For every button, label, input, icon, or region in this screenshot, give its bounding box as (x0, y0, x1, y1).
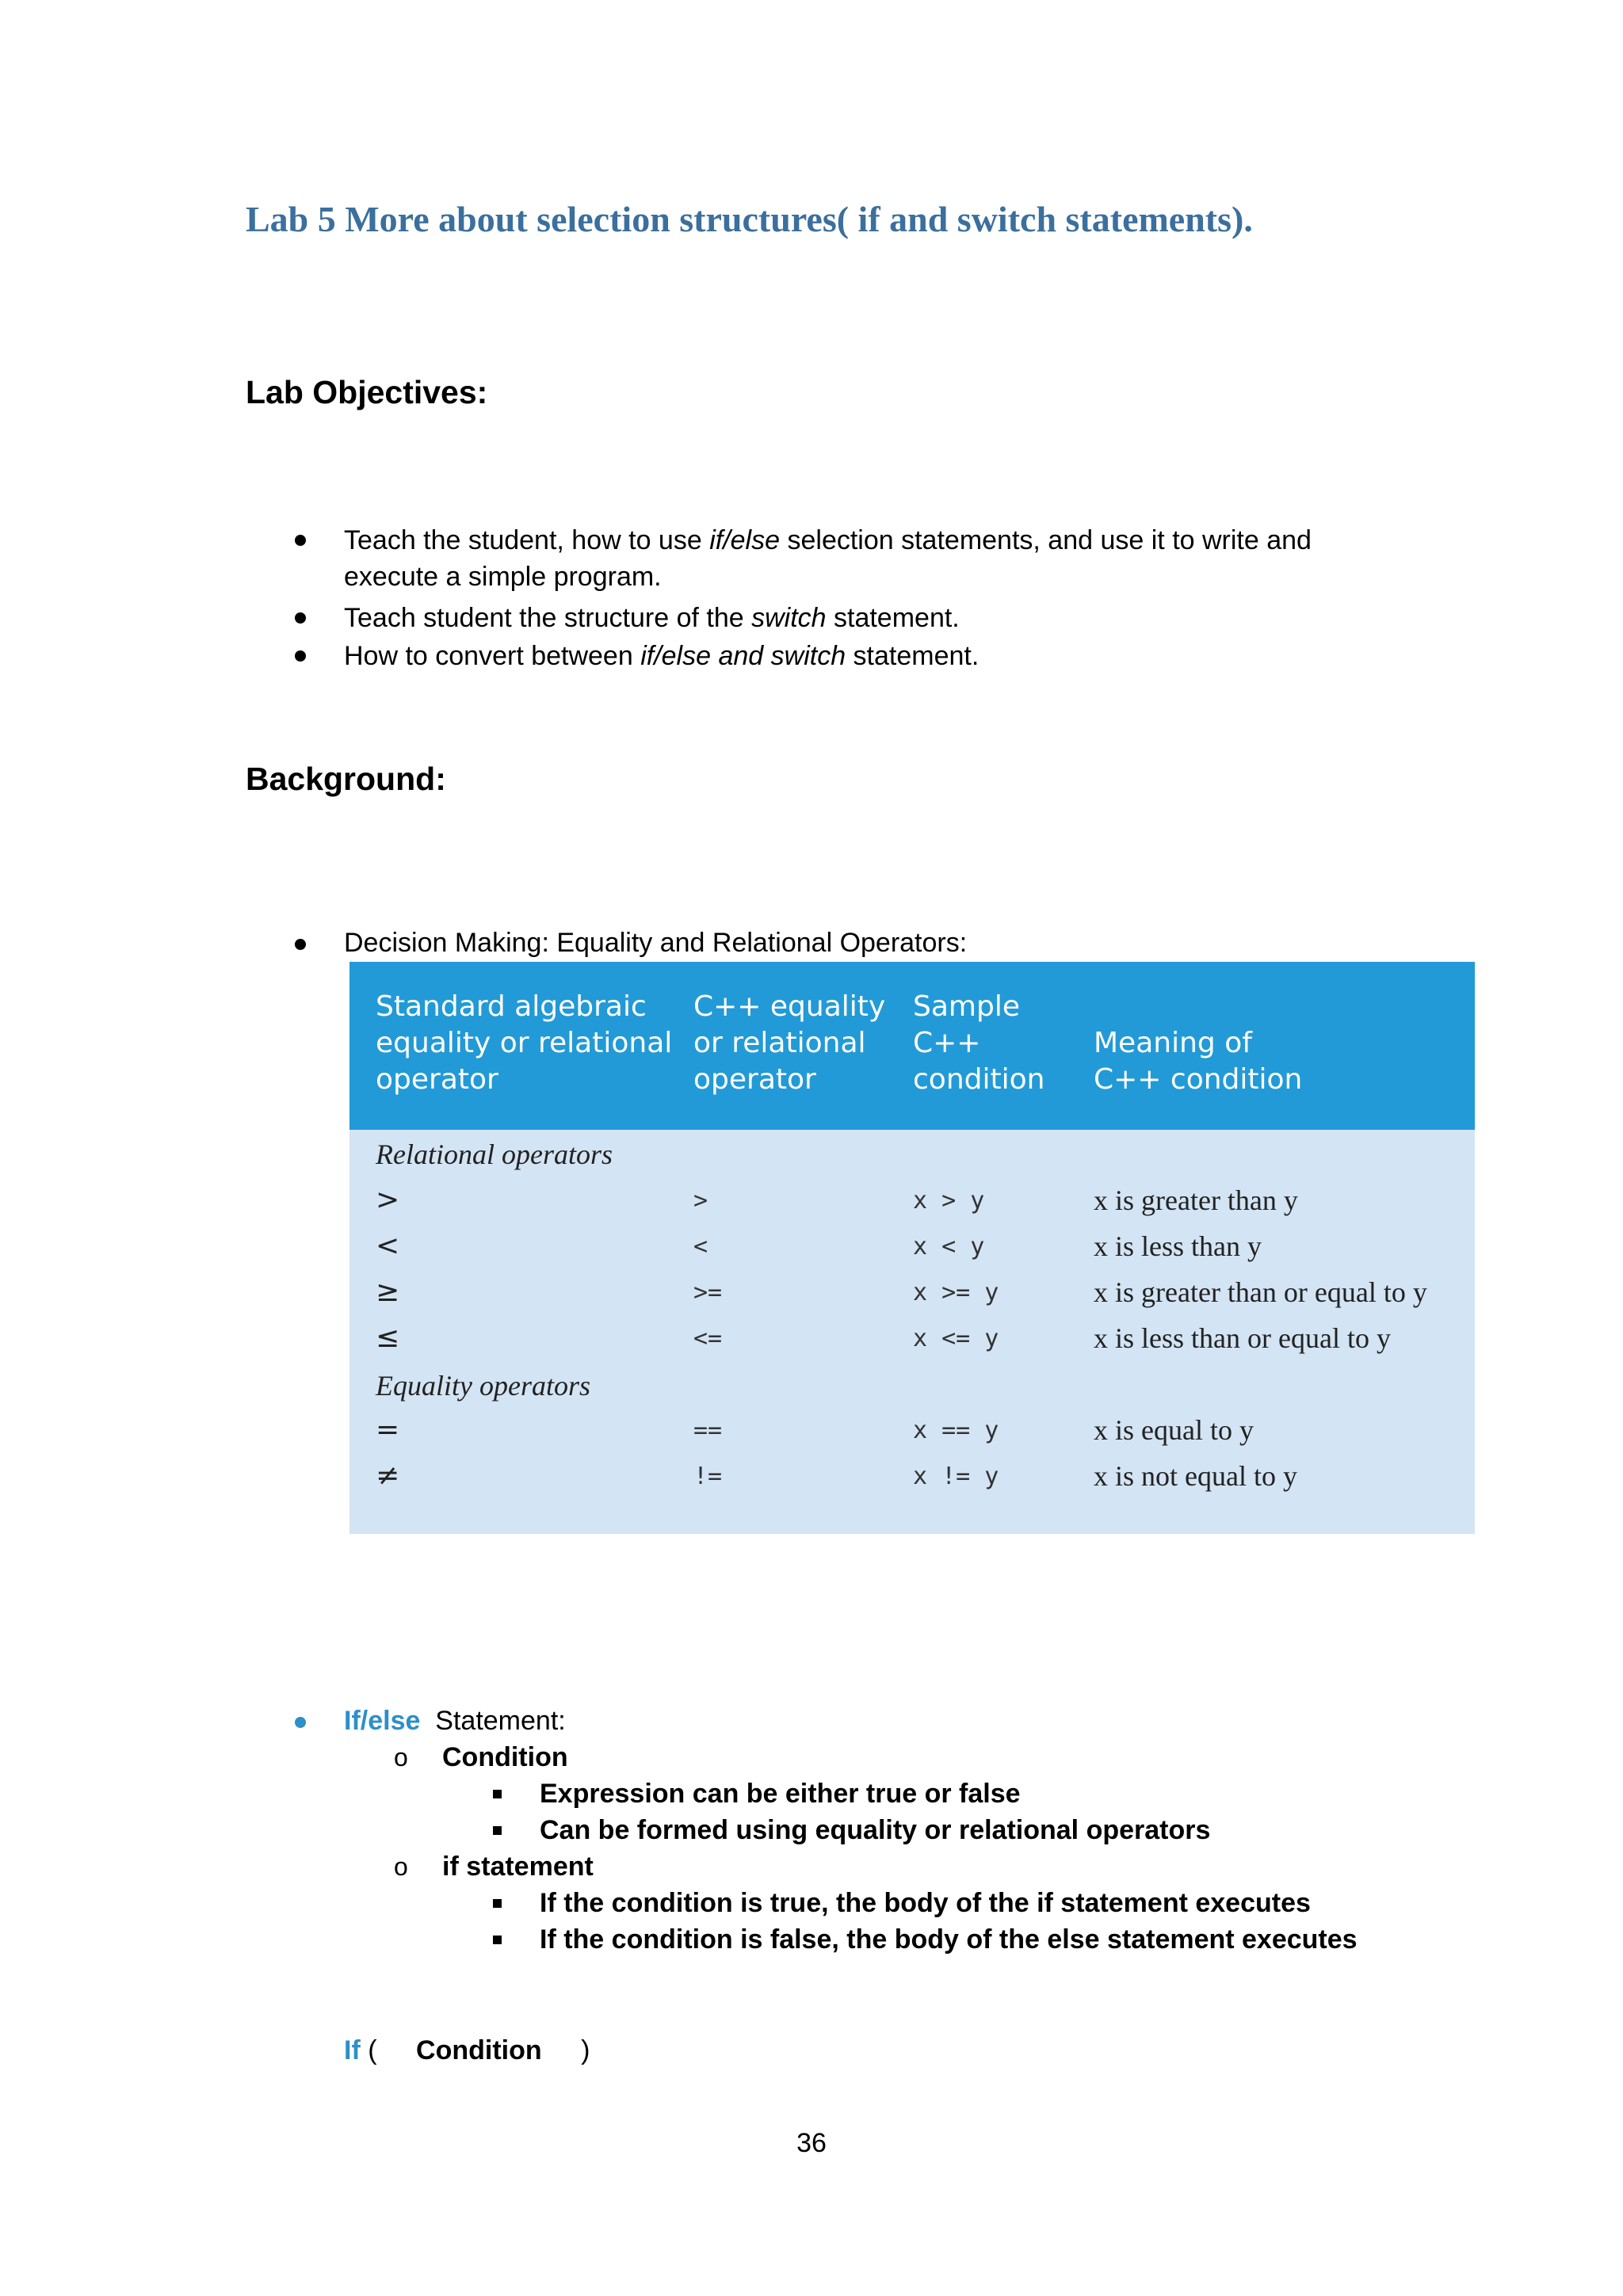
cell-algebraic: > (376, 1184, 400, 1216)
sub-item-if-statement: if statement (442, 1852, 594, 1882)
cell-meaning: x is greater than or equal to y (1094, 1276, 1427, 1308)
square-bullet-icon (493, 1826, 502, 1835)
background-item: Decision Making: Equality and Relational Operators: (344, 928, 968, 958)
cell-sample: x == y (913, 1417, 999, 1444)
cell-meaning: x is not equal to y (1094, 1460, 1297, 1492)
section-relational: Relational operators (376, 1138, 613, 1170)
header-cpp-operator: C++ equality or relational operator (693, 990, 886, 1096)
ifelse-item (344, 1705, 566, 1737)
header-algebraic: Standard algebraic equality or relational operator (376, 990, 673, 1096)
bullet-icon (295, 535, 306, 546)
objective-item-continuation: execute a simple program. (344, 562, 662, 592)
bullet-icon (295, 1717, 306, 1728)
background-heading: Background: (246, 761, 446, 797)
cell-sample: x <= y (913, 1325, 999, 1352)
ifelse-rest: Statement: (435, 1706, 566, 1736)
section-equality: Equality operators (376, 1370, 590, 1402)
cell-cpp: > (693, 1187, 708, 1215)
ifelse-keyword: If/else (344, 1706, 421, 1736)
cell-sample: x != y (913, 1463, 999, 1490)
sub-sub-item: If the condition is false, the body of the else statement executes (540, 1924, 1358, 1955)
close-paren: ) (581, 2035, 590, 2065)
operators-table (349, 962, 1475, 1534)
cell-cpp: <= (693, 1325, 723, 1352)
header-meaning: Meaning of C++ condition (1094, 1027, 1303, 1096)
page-title: Lab 5 More about selection structures( if and switch statements). (246, 199, 1253, 239)
square-bullet-icon (493, 1899, 502, 1908)
cell-algebraic: ≥ (376, 1276, 400, 1308)
cell-algebraic: ≤ (376, 1322, 400, 1354)
cell-sample: x >= y (913, 1279, 999, 1306)
table-header (349, 962, 1475, 1130)
sub-sub-item: Can be formed using equality or relational operators (540, 1815, 1211, 1845)
cell-cpp: < (693, 1233, 708, 1261)
objective-item: Teach the student, how to use if/else selection statements, and use it to write and (344, 525, 1312, 555)
cell-sample: x > y (913, 1187, 985, 1215)
cell-meaning: x is less than or equal to y (1094, 1322, 1391, 1354)
if-keyword: If (344, 2035, 361, 2065)
circle-bullet-icon: o (394, 1852, 408, 1881)
cell-algebraic: = (376, 1413, 400, 1446)
bullet-icon (295, 650, 306, 662)
open-paren: ( (368, 2035, 377, 2065)
sub-item-condition: Condition (442, 1742, 568, 1772)
cell-algebraic: ≠ (376, 1459, 400, 1492)
square-bullet-icon (493, 1790, 502, 1798)
page-number: 36 (796, 2128, 827, 2158)
sub-sub-item: If the condition is true, the body of the if statement executes (540, 1888, 1311, 1918)
bullet-icon (295, 939, 306, 950)
objectives-heading: Lab Objectives: (246, 374, 488, 410)
cell-sample: x < y (913, 1233, 985, 1261)
if-syntax (344, 2035, 590, 2066)
header-sample-condition: Sample C++ condition (913, 990, 1045, 1096)
objective-item: Teach student the structure of the switch statement. (344, 603, 960, 633)
sub-sub-item: Expression can be either true or false (540, 1779, 1021, 1809)
cell-cpp: >= (693, 1279, 723, 1306)
bullet-icon (295, 612, 306, 624)
cell-meaning: x is greater than y (1094, 1184, 1298, 1216)
cell-cpp: != (693, 1463, 723, 1490)
circle-bullet-icon: o (394, 1743, 408, 1772)
objective-item: How to convert between if/else and switch statement. (344, 641, 980, 671)
syntax-condition: Condition (416, 2035, 542, 2065)
cell-algebraic: < (376, 1230, 400, 1262)
cell-meaning: x is equal to y (1094, 1414, 1254, 1446)
square-bullet-icon (493, 1936, 502, 1944)
cell-meaning: x is less than y (1094, 1230, 1262, 1262)
cell-cpp: == (693, 1417, 723, 1444)
